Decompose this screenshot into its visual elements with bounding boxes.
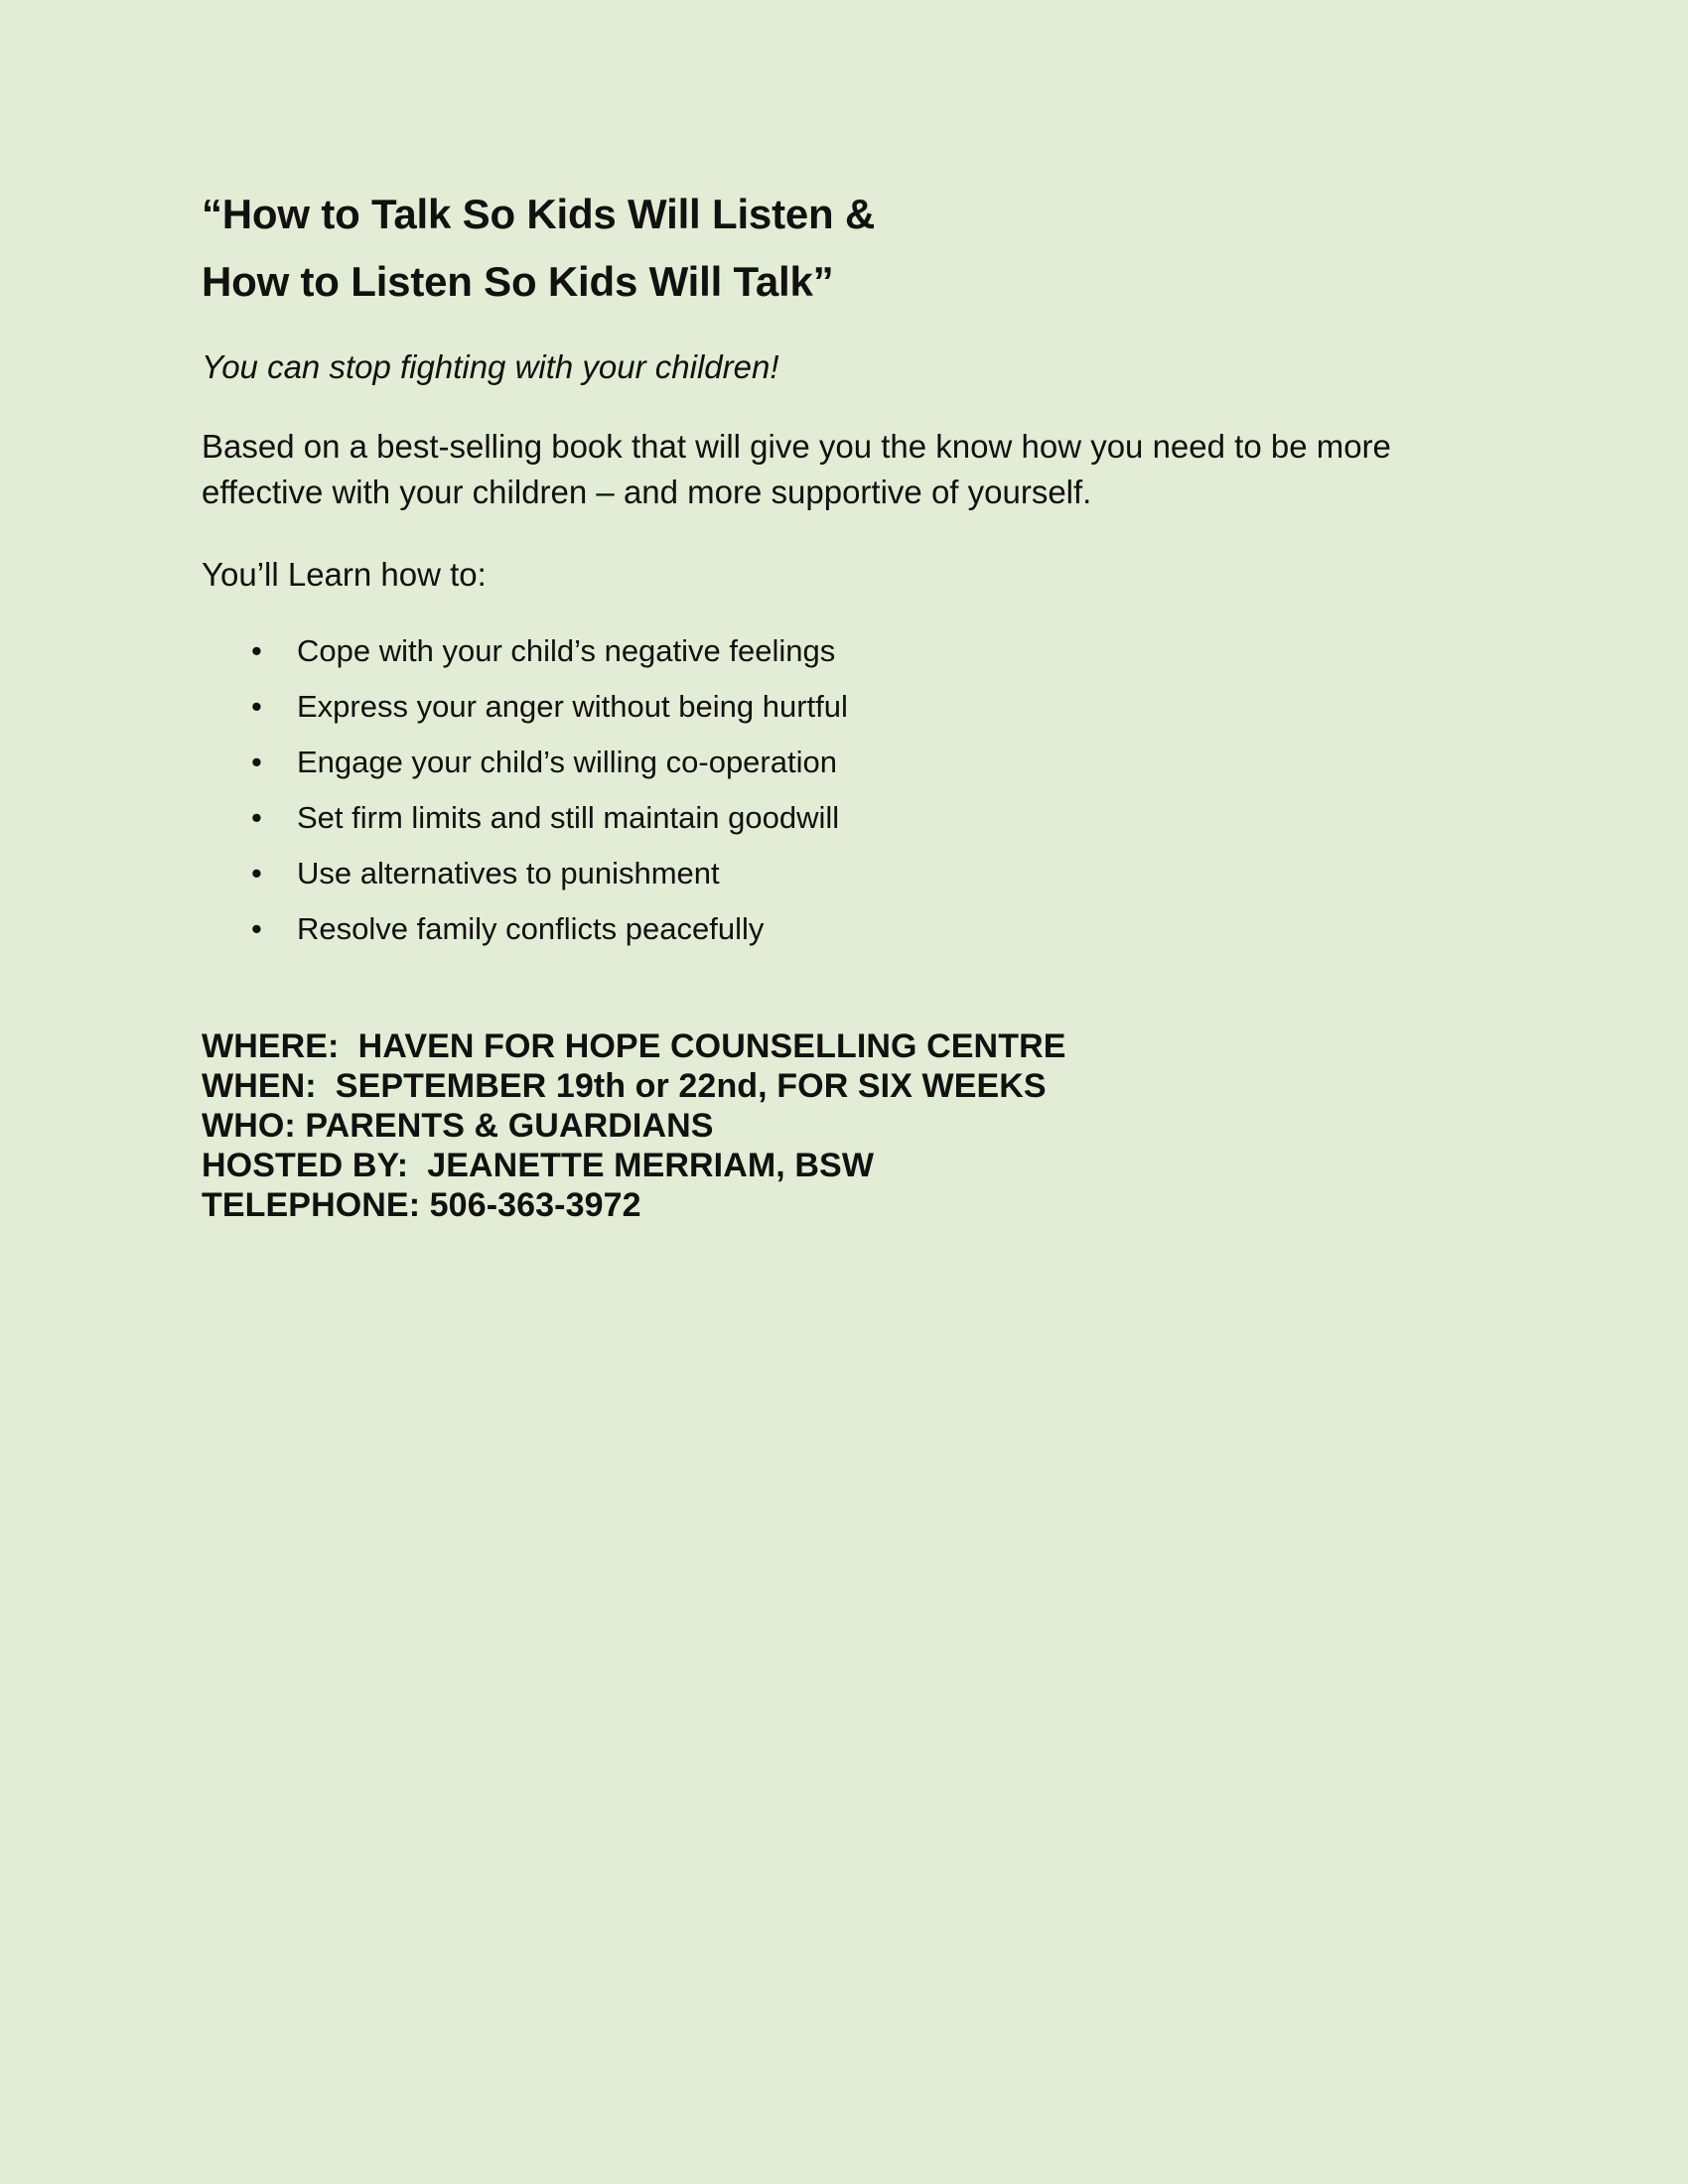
bullet-icon: • xyxy=(251,911,262,947)
list-item-label: Use alternatives to punishment xyxy=(297,856,720,891)
list-item xyxy=(202,685,1489,741)
page-title-line-2: How to Listen So Kids Will Talk” xyxy=(202,258,834,306)
list-item xyxy=(202,852,1489,907)
detail-when: WHEN: SEPTEMBER 19th or 22nd, FOR SIX WEEKS xyxy=(202,1067,1047,1106)
description-paragraph: Based on a best-selling book that will give you the know how you need to be more effective with your children – and more supportive of yourself. xyxy=(202,427,1391,511)
bullet-icon: • xyxy=(251,633,262,669)
list-item xyxy=(202,796,1489,852)
list-item-label: Express your anger without being hurtful xyxy=(297,689,848,725)
list-item-label: Set firm limits and still maintain goodwill xyxy=(297,800,840,836)
bullet-icon: • xyxy=(251,745,262,780)
detail-hosted-by: HOSTED BY: JEANETTE MERRIAM, BSW xyxy=(202,1147,875,1185)
list-item-label: Resolve family conflicts peacefully xyxy=(297,911,765,947)
bullet-icon: • xyxy=(251,689,262,725)
list-item-label: Cope with your child’s negative feelings xyxy=(297,633,836,669)
page-title-line-1: “How to Talk So Kids Will Listen & xyxy=(202,191,876,237)
bullet-icon: • xyxy=(251,800,262,836)
learn-list xyxy=(202,629,1489,963)
event-details xyxy=(202,1026,1489,1226)
list-item xyxy=(202,629,1489,685)
detail-telephone: TELEPHONE: 506-363-3972 xyxy=(202,1186,641,1225)
list-item-label: Engage your child’s willing co-operation xyxy=(297,745,837,780)
list-item xyxy=(202,907,1489,963)
list-item xyxy=(202,741,1489,796)
detail-where: WHERE: HAVEN FOR HOPE COUNSELLING CENTRE xyxy=(202,1027,1066,1066)
bullet-icon: • xyxy=(251,856,262,891)
detail-who: WHO: PARENTS & GUARDIANS xyxy=(202,1107,714,1146)
learn-list-lead: You’ll Learn how to: xyxy=(202,556,487,594)
subtitle: You can stop fighting with your children! xyxy=(202,348,779,386)
